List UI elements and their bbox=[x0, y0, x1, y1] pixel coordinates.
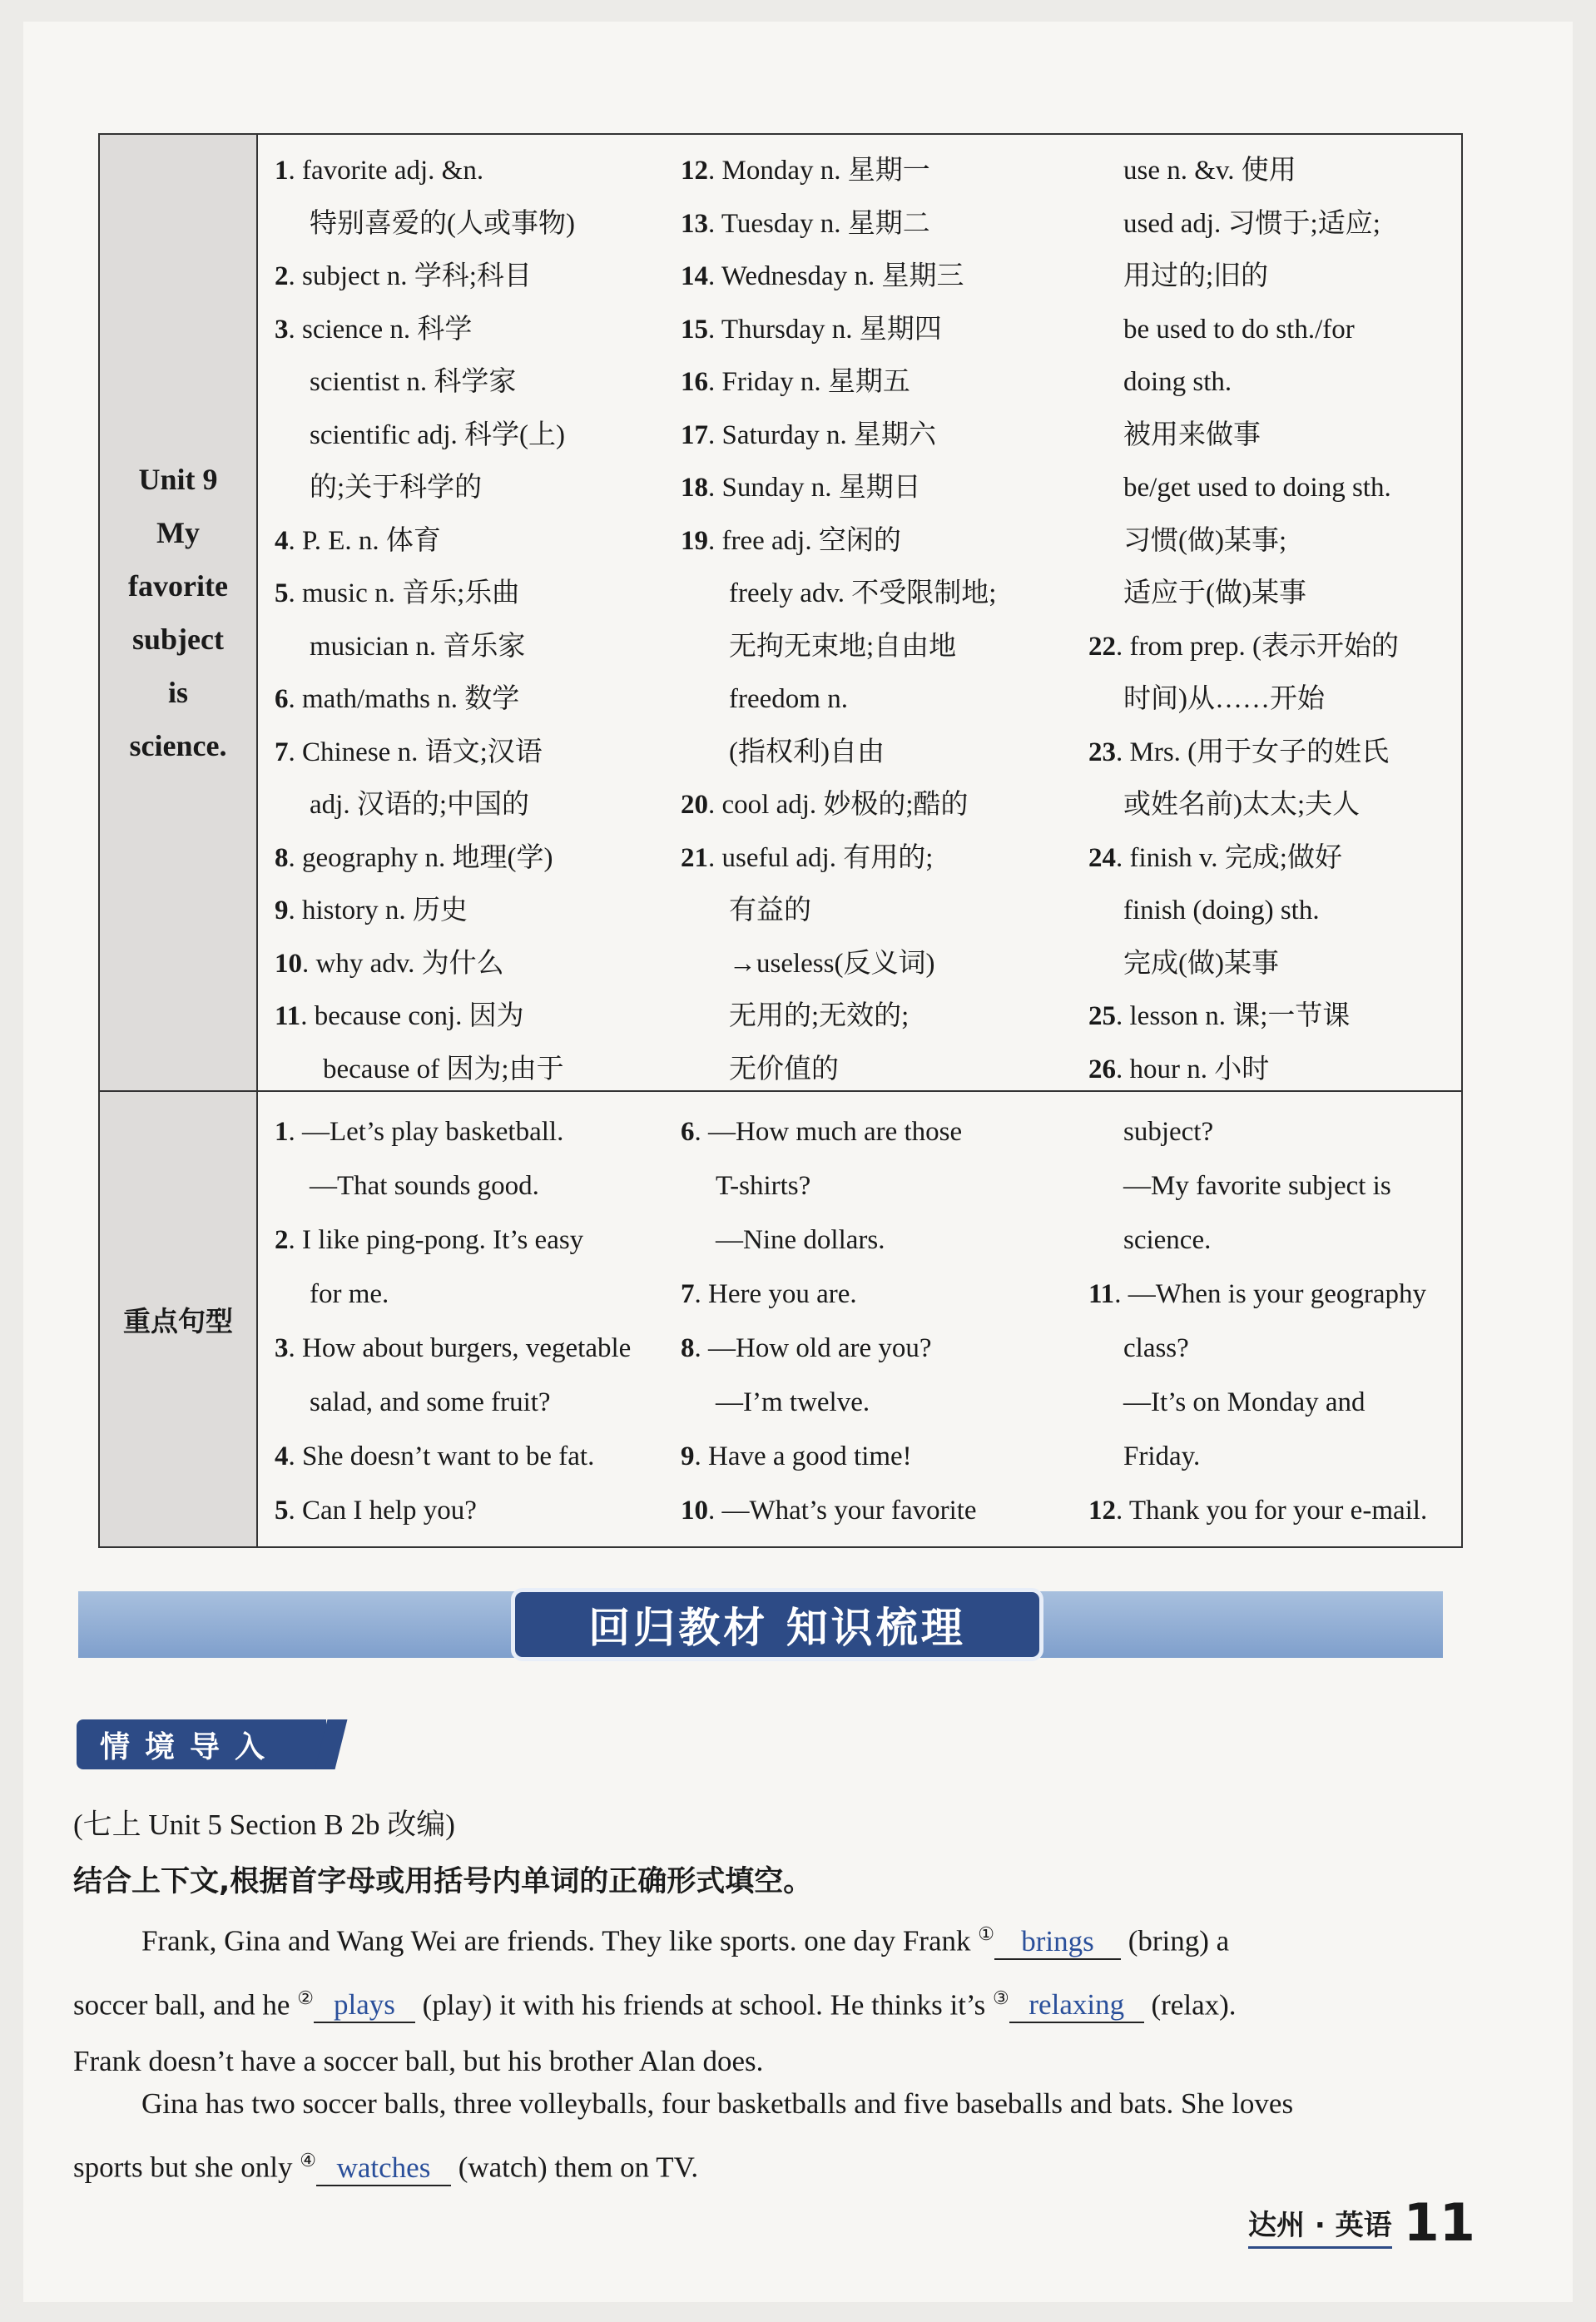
vocab-column-3 bbox=[1088, 145, 1459, 1096]
item-number: 4 bbox=[275, 1441, 289, 1471]
passage-text: (bring) a bbox=[1128, 1924, 1230, 1957]
item-text: 无价值的 bbox=[729, 1054, 839, 1084]
item-number: 15 bbox=[681, 314, 708, 345]
item-text: . Mrs. (用于女子的姓氏 bbox=[1116, 737, 1390, 767]
answer-blank-3[interactable]: relaxing bbox=[1009, 1988, 1144, 2023]
table-line bbox=[681, 1105, 1072, 1159]
item-text: class? bbox=[1123, 1333, 1189, 1363]
table-line bbox=[1088, 673, 1459, 727]
item-text: . —What’s your favorite bbox=[708, 1496, 977, 1526]
table-line bbox=[681, 145, 1072, 198]
table-line bbox=[1088, 885, 1459, 938]
table-line bbox=[275, 1430, 666, 1484]
blank-marker: ④ bbox=[300, 2150, 316, 2171]
table-line bbox=[681, 1430, 1072, 1484]
item-number: 1 bbox=[275, 156, 289, 186]
answer-blank-1[interactable]: brings bbox=[994, 1925, 1121, 1960]
table-line bbox=[275, 1044, 666, 1097]
table-line bbox=[1088, 1268, 1459, 1322]
table-line bbox=[1088, 568, 1459, 621]
sentence-title: 重点句型 bbox=[123, 1304, 233, 1337]
item-text: science. bbox=[1123, 1225, 1212, 1255]
item-text: . Monday n. 星期一 bbox=[708, 156, 930, 186]
item-text: be/get used to doing sth. bbox=[1123, 473, 1391, 503]
item-number: 22 bbox=[1088, 631, 1116, 662]
table-line bbox=[275, 568, 666, 621]
table-line bbox=[275, 621, 666, 674]
sentence-title-cell bbox=[100, 1092, 258, 1546]
table-line bbox=[1088, 1430, 1459, 1484]
item-text: . math/maths n. 数学 bbox=[288, 684, 520, 714]
item-text: . finish v. 完成;做好 bbox=[1116, 842, 1342, 873]
table-line bbox=[1088, 779, 1459, 832]
table-line bbox=[1088, 938, 1459, 991]
item-number: 12 bbox=[1088, 1496, 1116, 1526]
table-line bbox=[681, 356, 1072, 409]
unit-title-line: subject bbox=[132, 623, 224, 656]
item-text: 特别喜爱的(人或事物) bbox=[310, 208, 575, 239]
table-line bbox=[1088, 356, 1459, 409]
item-number: 7 bbox=[681, 1279, 695, 1309]
exercise-source: (七上 Unit 5 Section B 2b 改编) bbox=[73, 1808, 455, 1841]
passage-line: Frank doesn’t have a soccer ball, but his brother Alan does. bbox=[73, 2045, 764, 2078]
item-text: →useless(反义词) bbox=[729, 948, 935, 979]
table-line bbox=[1088, 727, 1459, 780]
item-number: 19 bbox=[681, 525, 708, 556]
table-line bbox=[681, 990, 1072, 1044]
table-line bbox=[681, 515, 1072, 568]
table-line bbox=[681, 1322, 1072, 1376]
item-text: 被用来做事 bbox=[1123, 419, 1261, 450]
item-text: (指权利)自由 bbox=[729, 737, 885, 767]
table-line bbox=[681, 727, 1072, 780]
table-line bbox=[1088, 1484, 1459, 1538]
item-text: . —How old are you? bbox=[694, 1333, 932, 1363]
table-line bbox=[1088, 1376, 1459, 1430]
item-text: . why adv. 为什么 bbox=[302, 948, 504, 979]
item-text: freedom n. bbox=[729, 684, 848, 714]
banner-title: 回归教材 知识梳理 bbox=[511, 1588, 1043, 1661]
table-line bbox=[1088, 832, 1459, 886]
item-text: . from prep. (表示开始的 bbox=[1116, 631, 1400, 662]
item-text: for me. bbox=[310, 1279, 389, 1309]
item-text: 或姓名前)太太;夫人 bbox=[1123, 790, 1361, 820]
item-text: finish (doing) sth. bbox=[1123, 896, 1320, 925]
item-text: 无用的;无效的; bbox=[729, 1001, 910, 1031]
table-line bbox=[681, 779, 1072, 832]
item-text: . Can I help you? bbox=[288, 1496, 477, 1526]
table-line bbox=[681, 621, 1072, 674]
item-text: . history n. 历史 bbox=[288, 896, 468, 925]
item-number: 9 bbox=[681, 1441, 695, 1471]
table-line bbox=[275, 409, 666, 463]
item-text: . free adj. 空闲的 bbox=[708, 525, 901, 556]
table-line bbox=[275, 1484, 666, 1538]
item-text: . lesson n. 课;一节课 bbox=[1116, 1001, 1351, 1031]
item-number: 24 bbox=[1088, 842, 1116, 873]
item-text: . cool adj. 妙极的;酷的 bbox=[708, 790, 969, 820]
item-number: 2 bbox=[275, 261, 289, 291]
blank-marker: ② bbox=[297, 1987, 314, 2008]
item-text: . —How much are those bbox=[694, 1117, 963, 1147]
table-line bbox=[275, 462, 666, 515]
table-line bbox=[275, 885, 666, 938]
sentence-row bbox=[100, 1092, 1461, 1546]
item-text: 有益的 bbox=[729, 896, 811, 925]
table-line bbox=[275, 727, 666, 780]
item-number: 10 bbox=[681, 1496, 708, 1526]
item-number: 4 bbox=[275, 525, 289, 556]
passage-paragraph-2 bbox=[73, 2076, 1455, 2196]
table-line bbox=[681, 304, 1072, 357]
table-line bbox=[681, 832, 1072, 886]
item-text: . —Let’s play basketball. bbox=[288, 1117, 564, 1147]
item-text: scientist n. 科学家 bbox=[310, 367, 517, 397]
vocab-column-1 bbox=[275, 145, 666, 1096]
item-text: use n. &v. 使用 bbox=[1123, 156, 1296, 186]
item-text: —That sounds good. bbox=[310, 1171, 539, 1201]
item-text: . Thank you for your e-mail. bbox=[1116, 1496, 1428, 1526]
unit-title-line: is bbox=[167, 676, 188, 709]
item-text: —I’m twelve. bbox=[716, 1387, 870, 1417]
table-line bbox=[275, 1322, 666, 1376]
sentence-column-1 bbox=[275, 1105, 666, 1538]
sentence-column-3 bbox=[1088, 1105, 1459, 1538]
item-text: —My favorite subject is bbox=[1123, 1171, 1391, 1201]
item-number: 23 bbox=[1088, 737, 1116, 767]
item-text: . Chinese n. 语文;汉语 bbox=[288, 737, 543, 767]
passage-line bbox=[73, 2132, 1455, 2196]
table-line bbox=[681, 198, 1072, 251]
table-line bbox=[275, 515, 666, 568]
item-text: . because conj. 因为 bbox=[300, 1001, 524, 1031]
item-number: 10 bbox=[275, 948, 302, 979]
item-text: salad, and some fruit? bbox=[310, 1387, 551, 1417]
item-text: . favorite adj. &n. bbox=[288, 156, 484, 186]
item-number: 11 bbox=[1088, 1279, 1115, 1309]
unit-title-line: favorite bbox=[128, 569, 228, 603]
section-banner bbox=[78, 1591, 1443, 1658]
item-text: 习惯(做)某事; bbox=[1123, 525, 1287, 556]
table-line bbox=[1088, 409, 1459, 463]
table-line bbox=[275, 1159, 666, 1213]
table-line bbox=[681, 568, 1072, 621]
table-line bbox=[1088, 990, 1459, 1044]
footer-region: 达州 · 英语 bbox=[1248, 2202, 1392, 2249]
table-line bbox=[275, 673, 666, 727]
item-text: . subject n. 学科;科目 bbox=[288, 261, 532, 291]
item-text: scientific adj. 科学(上) bbox=[310, 419, 565, 450]
table-line bbox=[1088, 1213, 1459, 1268]
item-number: 7 bbox=[275, 737, 289, 767]
table-line bbox=[681, 1213, 1072, 1268]
item-number: 26 bbox=[1088, 1054, 1116, 1084]
passage-line bbox=[73, 1970, 1455, 2034]
table-line bbox=[681, 1044, 1072, 1097]
item-text: . Have a good time! bbox=[694, 1441, 912, 1471]
table-line bbox=[1088, 515, 1459, 568]
item-text: . geography n. 地理(学) bbox=[288, 842, 553, 873]
item-text: . Thursday n. 星期四 bbox=[708, 314, 942, 345]
table-line bbox=[681, 1484, 1072, 1538]
passage-paragraph-1 bbox=[73, 1906, 1455, 2090]
table-line bbox=[275, 1105, 666, 1159]
table-line bbox=[681, 1376, 1072, 1430]
passage-text: sports but she only bbox=[73, 2151, 293, 2184]
exercise-instruction: 结合上下文,根据首字母或用括号内单词的正确形式填空。 bbox=[73, 1865, 813, 1898]
unit-title-cell bbox=[100, 135, 258, 1090]
item-number: 12 bbox=[681, 156, 708, 186]
table-line bbox=[275, 251, 666, 304]
item-number: 11 bbox=[275, 1001, 301, 1031]
passage-text: Frank, Gina and Wang Wei are friends. They like sports. one day Frank bbox=[141, 1924, 971, 1957]
table-line bbox=[1088, 1159, 1459, 1213]
table-line bbox=[1088, 198, 1459, 251]
table-line bbox=[681, 885, 1072, 938]
item-text: adj. 汉语的;中国的 bbox=[310, 790, 529, 820]
item-number: 8 bbox=[275, 842, 289, 873]
blank-marker: ③ bbox=[993, 1987, 1009, 2008]
table-line bbox=[681, 251, 1072, 304]
passage-line: Gina has two soccer balls, three volleyballs, four basketballs and five baseballs and bats. She loves bbox=[141, 2087, 1294, 2120]
vocab-column-2 bbox=[681, 145, 1072, 1096]
item-text: . Wednesday n. 星期三 bbox=[708, 261, 964, 291]
item-number: 3 bbox=[275, 1333, 289, 1363]
unit-title-line: My bbox=[156, 516, 200, 549]
table-line bbox=[275, 356, 666, 409]
table-line bbox=[1088, 145, 1459, 198]
item-text: musician n. 音乐家 bbox=[310, 631, 526, 662]
item-number: 16 bbox=[681, 367, 708, 397]
table-line bbox=[1088, 1322, 1459, 1376]
item-text: . useful adj. 有用的; bbox=[708, 842, 934, 873]
item-text: . Here you are. bbox=[694, 1279, 857, 1309]
item-text: be used to do sth./for bbox=[1123, 314, 1355, 345]
item-text: . music n. 音乐;乐曲 bbox=[288, 578, 520, 608]
table-line bbox=[681, 938, 1072, 991]
table-line bbox=[681, 1268, 1072, 1322]
unit-title-line: science. bbox=[129, 729, 227, 762]
item-text: T-shirts? bbox=[716, 1171, 811, 1201]
item-text: 完成(做)某事 bbox=[1123, 948, 1279, 979]
item-number: 18 bbox=[681, 473, 708, 503]
item-number: 21 bbox=[681, 842, 708, 873]
table-line bbox=[275, 145, 666, 198]
item-number: 5 bbox=[275, 1496, 289, 1526]
item-text: 的;关于科学的 bbox=[310, 473, 483, 503]
item-text: . science n. 科学 bbox=[288, 314, 473, 345]
item-text: . —When is your geography bbox=[1114, 1279, 1427, 1309]
table-line bbox=[275, 938, 666, 991]
sentence-column-2 bbox=[681, 1105, 1072, 1538]
item-text: 时间)从……开始 bbox=[1123, 684, 1325, 714]
table-line bbox=[275, 779, 666, 832]
table-line bbox=[275, 832, 666, 886]
table-line bbox=[275, 1376, 666, 1430]
table-line bbox=[1088, 1105, 1459, 1159]
item-text: freely adv. 不受限制地; bbox=[729, 578, 997, 608]
table-line bbox=[275, 1213, 666, 1268]
item-number: 20 bbox=[681, 790, 708, 820]
table-line bbox=[1088, 304, 1459, 357]
item-number: 9 bbox=[275, 896, 289, 925]
table-line bbox=[1088, 621, 1459, 674]
item-text: . Tuesday n. 星期二 bbox=[708, 208, 930, 239]
table-line bbox=[275, 304, 666, 357]
item-number: 8 bbox=[681, 1333, 695, 1363]
item-number: 2 bbox=[275, 1225, 289, 1255]
item-number: 1 bbox=[275, 1117, 289, 1147]
item-text: 无拘无束地;自由地 bbox=[729, 631, 957, 662]
vocabulary-row bbox=[100, 135, 1461, 1092]
page-footer bbox=[1248, 2192, 1475, 2253]
item-number: 5 bbox=[275, 578, 289, 608]
table-line bbox=[681, 409, 1072, 463]
item-text: . hour n. 小时 bbox=[1116, 1054, 1270, 1084]
table-line bbox=[1088, 1044, 1459, 1097]
item-text: . Friday n. 星期五 bbox=[708, 367, 910, 397]
section-tag: 情境导入 bbox=[77, 1719, 326, 1769]
passage-text: (relax). bbox=[1151, 1988, 1237, 2022]
passage-line bbox=[73, 1906, 1455, 1970]
blank-marker: ① bbox=[978, 1923, 994, 1944]
item-text: . She doesn’t want to be fat. bbox=[288, 1441, 595, 1471]
item-number: 3 bbox=[275, 314, 289, 345]
item-text: —It’s on Monday and bbox=[1123, 1387, 1366, 1417]
table-line bbox=[1088, 462, 1459, 515]
item-number: 13 bbox=[681, 208, 708, 239]
item-text: . Saturday n. 星期六 bbox=[708, 419, 937, 450]
item-number: 25 bbox=[1088, 1001, 1116, 1031]
item-text: . Sunday n. 星期日 bbox=[708, 473, 921, 503]
table-line bbox=[681, 673, 1072, 727]
table-line bbox=[275, 990, 666, 1044]
item-text: because of 因为;由于 bbox=[323, 1054, 564, 1084]
item-number: 14 bbox=[681, 261, 708, 291]
item-text: used adj. 习惯于;适应; bbox=[1123, 208, 1380, 239]
item-text: Friday. bbox=[1123, 1441, 1201, 1471]
table-line bbox=[681, 462, 1072, 515]
passage-text: soccer ball, and he bbox=[73, 1988, 290, 2022]
item-text: . How about burgers, vegetable bbox=[288, 1333, 632, 1363]
answer-blank-4[interactable]: watches bbox=[316, 2151, 451, 2186]
table-line bbox=[275, 1268, 666, 1322]
table-line bbox=[681, 1159, 1072, 1213]
item-text: 适应于(做)某事 bbox=[1123, 578, 1306, 608]
item-text: 用过的;旧的 bbox=[1123, 261, 1269, 291]
unit-title-line: Unit 9 bbox=[138, 463, 218, 496]
table-line bbox=[275, 198, 666, 251]
item-text: subject? bbox=[1123, 1117, 1214, 1147]
page-number: 11 bbox=[1403, 2192, 1475, 2253]
unit-title bbox=[128, 453, 228, 772]
table-line bbox=[1088, 251, 1459, 304]
item-number: 6 bbox=[681, 1117, 695, 1147]
answer-blank-2[interactable]: plays bbox=[314, 1988, 415, 2023]
item-text: . I like ping-pong. It’s easy bbox=[288, 1225, 584, 1255]
item-text: doing sth. bbox=[1123, 367, 1232, 397]
passage-text: (play) it with his friends at school. He thinks it’s bbox=[422, 1988, 986, 2022]
item-number: 17 bbox=[681, 419, 708, 450]
item-number: 6 bbox=[275, 684, 289, 714]
item-text: —Nine dollars. bbox=[716, 1225, 885, 1255]
vocabulary-table bbox=[98, 133, 1463, 1548]
passage-text: (watch) them on TV. bbox=[458, 2151, 699, 2184]
item-text: . P. E. n. 体育 bbox=[288, 525, 441, 556]
